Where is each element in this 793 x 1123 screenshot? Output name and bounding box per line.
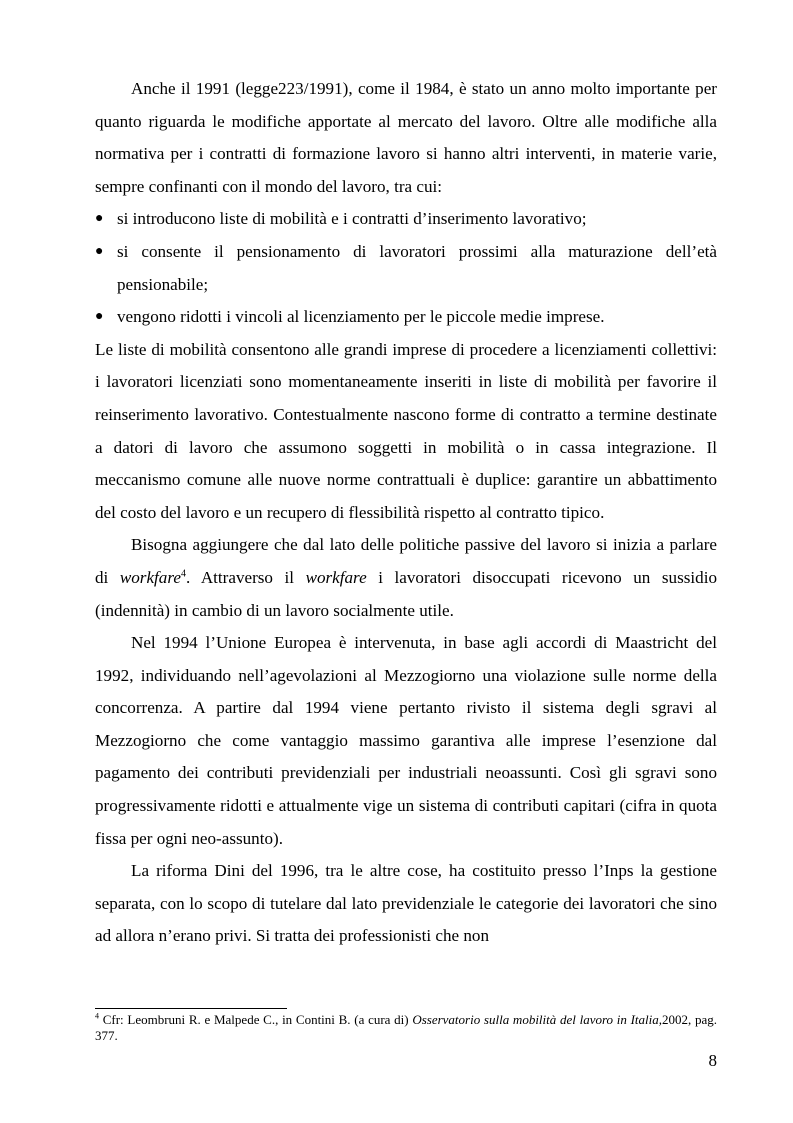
list-item — [95, 301, 717, 334]
paragraph-3-text: Bisogna aggiungere che dal lato delle politiche passive del lavoro si inizia a parlare di — [95, 535, 717, 587]
list-item — [95, 236, 717, 301]
list-item-text: vengono ridotti i vincoli al licenziamento per le piccole medie imprese. — [117, 307, 605, 327]
paragraph-1: Anche il 1991 (legge223/1991), come il 1984, è stato un anno molto importante per quanto riguarda le modifiche apportate al mercato del lavoro. Oltre alle modifiche alla normativa per i contratti di formazione lavoro si hanno altri interventi, in materie varie, sempre confinanti con il mondo del lavoro, tra cui: — [95, 79, 717, 196]
bullet-icon: ● — [95, 309, 104, 325]
footnote-title: Osservatorio sulla mobilità del lavoro in Italia, — [412, 1012, 663, 1027]
list-item — [95, 203, 717, 236]
footnote — [95, 1012, 717, 1043]
paragraph-2: Le liste di mobilità consentono alle grandi imprese di procedere a licenziamenti collettivi: i lavoratori licenziati sono momentaneamente inseriti in liste di mobilità per favorire il reinserimento lavorativo. Contestualmente nascono forme di contratto a termine destinate a datori di lavoro che assumono soggetti in mobilità o in cassa integrazione. Il meccanismo comune alle nuove norme contrattuali è duplice: garantire un abbattimento del costo del lavoro e un recupero di flessibilità rispetto al contratto tipico. — [95, 339, 717, 522]
term-workfare: workfare — [305, 567, 367, 587]
bullet-icon: ● — [95, 211, 104, 227]
paragraph-3-text: . Attraverso il — [185, 567, 306, 587]
footnote-text: 2002, pag. 377. — [95, 1012, 718, 1043]
term-workfare: workfare — [119, 567, 181, 587]
footnote-reference[interactable]: 4 — [180, 568, 186, 580]
paragraph-4: Nel 1994 l’Unione Europea è intervenuta, in base agli accordi di Maastricht del 1992, individuando nell’agevolazioni al Mezzogiorno una violazione sulle norme della concorrenza. A partire dal 1994 viene pertanto rivisto il sistema degli sgravi al Mezzogiorno che come vantaggio massimo garantiva alle imprese l’esenzione dal pagamento dei contributi previdenziali per industriali neoassunti. Così gli sgravi sono progressivamente ridotti e attualmente vige un sistema di contributi capitari (cifra in quota fissa per ogni neo-assunto). — [95, 633, 717, 848]
list-item-text: si introducono liste di mobilità e i contratti d’inserimento lavorativo; — [117, 209, 587, 229]
footnote-number: 4 — [95, 1011, 99, 1021]
page-body — [95, 73, 717, 953]
paragraph-3-text: i lavoratori disoccupati ricevono un sussidio (indennità) in cambio di un lavoro socialmente utile. — [95, 567, 717, 620]
bullet-icon: ● — [95, 243, 104, 259]
bullet-list — [95, 203, 717, 333]
list-item-text: si consente il pensionamento di lavoratori prossimi alla maturazione dell’età pensionabile; — [117, 241, 717, 294]
page-number: 8 — [708, 1051, 717, 1070]
paragraph-3 — [95, 529, 717, 627]
footnote-text: Cfr: Leombruni R. e Malpede C., in Contini B. (a cura di) — [99, 1012, 413, 1027]
footnote-separator — [95, 1008, 287, 1009]
paragraph-5: La riforma Dini del 1996, tra le altre cose, ha costituito presso l’Inps la gestione separata, con lo scopo di tutelare dal lato previdenziale le categorie dei lavoratori che sino ad allora n’erano privi. Si tratta dei professionisti che non — [95, 861, 717, 946]
